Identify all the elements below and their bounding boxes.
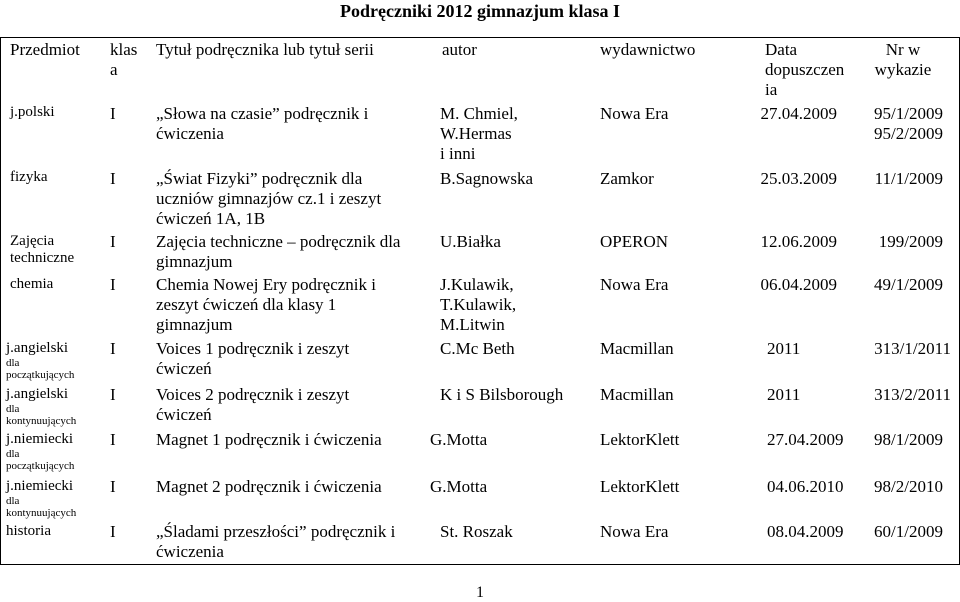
row-approval-date: 08.04.2009 xyxy=(767,522,844,541)
row-publisher: LektorKlett xyxy=(600,477,680,496)
row-publisher: OPERON xyxy=(600,232,669,251)
row-approval-date: 27.04.2009 xyxy=(760,104,837,123)
row-class: I xyxy=(110,430,116,449)
row-approval-date: 04.06.2010 xyxy=(767,477,844,496)
row-book-title: „Świat Fizyki” podręcznik dla uczniów gimnazjów cz.1 i zeszyt ćwiczeń 1A, 1B xyxy=(156,169,382,228)
table-row xyxy=(1,430,959,472)
row-publisher: Macmillan xyxy=(600,385,674,404)
row-class: I xyxy=(110,385,116,404)
table-row xyxy=(1,169,959,231)
row-subject: j.niemiecki dla początkujących xyxy=(6,431,75,472)
row-author: G.Motta xyxy=(430,477,488,496)
row-class: I xyxy=(110,104,116,123)
row-book-title: „Słowa na czasie” podręcznik i ćwiczenia xyxy=(156,104,369,143)
row-author: St. Roszak xyxy=(440,522,513,541)
row-approval-date: 27.04.2009 xyxy=(767,430,844,449)
header-subject: Przedmiot xyxy=(10,40,80,59)
row-publisher: Nowa Era xyxy=(600,275,669,294)
table-row xyxy=(1,385,959,427)
header-approval-date: Data dopuszczen ia xyxy=(765,40,845,99)
row-list-number: 98/2/2010 xyxy=(874,477,943,496)
row-subject: j.polski xyxy=(10,104,55,120)
row-publisher: Nowa Era xyxy=(600,104,669,123)
row-book-title: „Śladami przeszłości” podręcznik i ćwiczenia xyxy=(156,522,396,561)
row-class: I xyxy=(110,169,116,188)
page-title: Podręczniki 2012 gimnazjum klasa I xyxy=(339,1,620,21)
row-list-number: 313/2/2011 xyxy=(874,385,951,404)
table-row xyxy=(1,232,959,272)
row-list-number: 95/1/2009 95/2/2009 xyxy=(874,104,943,143)
row-subject: fizyka xyxy=(10,169,48,185)
row-approval-date: 2011 xyxy=(767,339,801,358)
header-book-title: Tytuł podręcznika lub tytuł serii xyxy=(156,40,374,59)
header-publisher: wydawnictwo xyxy=(600,40,696,59)
table-row xyxy=(1,522,959,564)
table-row xyxy=(1,104,959,164)
row-author: G.Motta xyxy=(430,430,488,449)
table-row xyxy=(1,275,959,337)
page-number: 1 xyxy=(476,584,484,601)
row-class: I xyxy=(110,477,116,496)
row-subject: j.niemiecki dla kontynuujących xyxy=(6,478,77,519)
row-author: J.Kulawik, T.Kulawik, M.Litwin xyxy=(440,275,517,334)
row-publisher: LektorKlett xyxy=(600,430,680,449)
row-subject: j.angielski dla początkujących xyxy=(6,340,75,381)
row-publisher: Zamkor xyxy=(600,169,654,188)
row-author: B.Sagnowska xyxy=(440,169,534,188)
table-row xyxy=(1,339,959,381)
row-list-number: 60/1/2009 xyxy=(874,522,943,541)
row-book-title: Voices 1 podręcznik i zeszyt ćwiczeń xyxy=(156,339,350,378)
row-book-title: Zajęcia techniczne – podręcznik dla gimnazjum xyxy=(156,232,401,271)
row-publisher: Macmillan xyxy=(600,339,674,358)
row-approval-date: 25.03.2009 xyxy=(760,169,837,188)
row-author: U.Białka xyxy=(440,232,501,251)
row-author: C.Mc Beth xyxy=(440,339,515,358)
row-approval-date: 12.06.2009 xyxy=(760,232,837,251)
row-book-title: Magnet 2 podręcznik i ćwiczenia xyxy=(156,477,382,496)
row-publisher: Nowa Era xyxy=(600,522,669,541)
row-list-number: 98/1/2009 xyxy=(874,430,943,449)
row-subject: chemia xyxy=(10,276,54,292)
row-class: I xyxy=(110,275,116,294)
row-author: M. Chmiel, W.Hermas i inni xyxy=(440,104,518,163)
row-subject: historia xyxy=(6,523,51,539)
row-book-title: Voices 2 podręcznik i zeszyt ćwiczeń xyxy=(156,385,350,424)
header-author: autor xyxy=(442,40,477,59)
row-approval-date: 06.04.2009 xyxy=(760,275,837,294)
header-list-number: Nr w wykazie xyxy=(874,40,932,79)
row-class: I xyxy=(110,339,116,358)
row-list-number: 11/1/2009 xyxy=(874,169,943,188)
row-book-title: Magnet 1 podręcznik i ćwiczenia xyxy=(156,430,382,449)
row-class: I xyxy=(110,232,116,251)
table-row xyxy=(1,477,959,519)
row-subject: Zajęcia techniczne xyxy=(10,233,75,266)
row-author: K i S Bilsborough xyxy=(440,385,564,404)
row-book-title: Chemia Nowej Ery podręcznik i zeszyt ćwiczeń dla klasy 1 gimnazjum xyxy=(156,275,376,334)
row-list-number: 313/1/2011 xyxy=(874,339,951,358)
textbook-table xyxy=(0,37,960,565)
row-approval-date: 2011 xyxy=(767,385,801,404)
row-class: I xyxy=(110,522,116,541)
table-header xyxy=(1,40,959,98)
header-class: klas a xyxy=(110,40,138,79)
row-list-number: 199/2009 xyxy=(878,232,943,251)
row-subject: j.angielski dla kontynuujących xyxy=(6,386,77,427)
row-list-number: 49/1/2009 xyxy=(874,275,943,294)
